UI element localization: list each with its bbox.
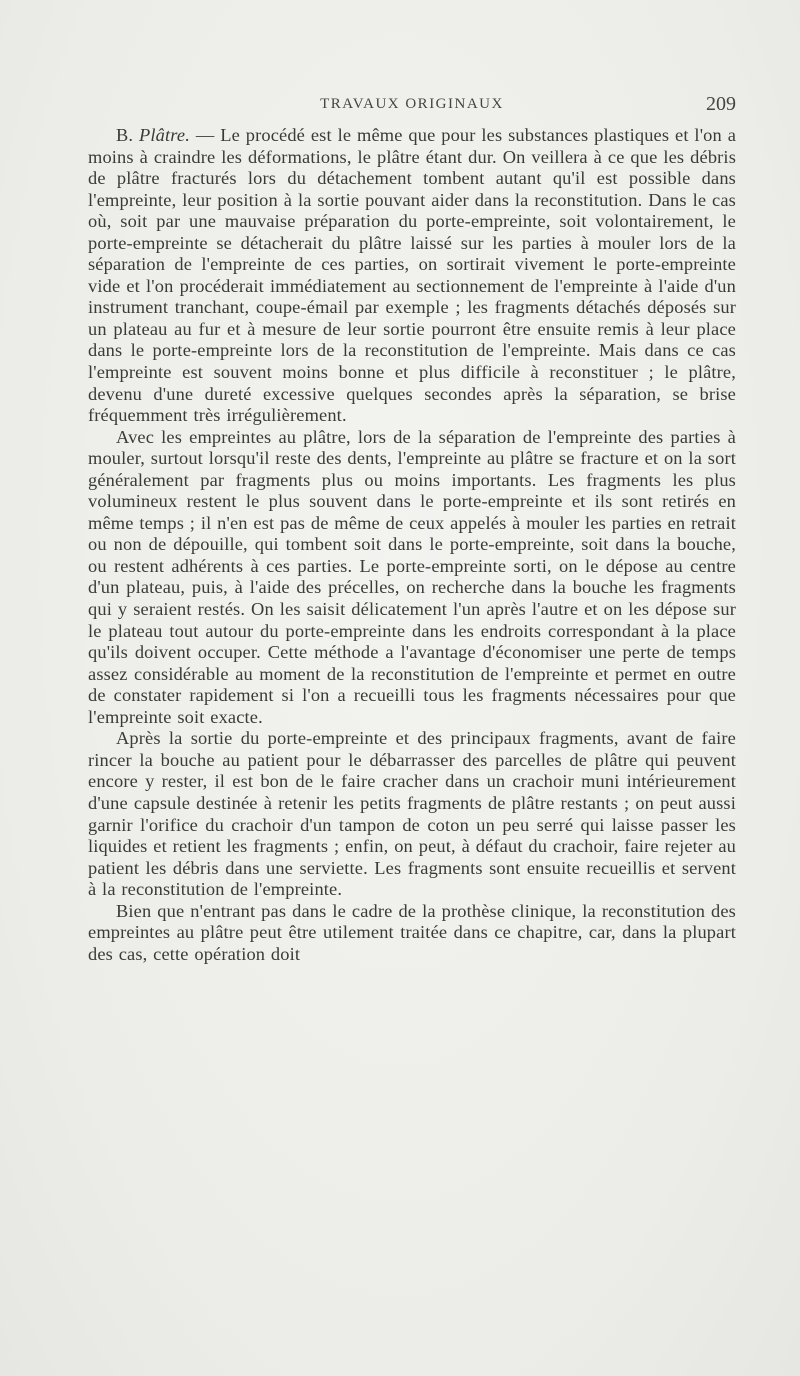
- paragraph-text: — Le procédé est le même que pour les substances plastiques et l'on a moins à craindre les déformations, le plâtre étant dur. On veillera à ce que les débris de plâtre fracturés lors du détachement tombent autant qu'il est possible dans l'empreinte, leur position à la sortie pouvant aider dans la reconstitution. Dans le cas où, soit par une mauvaise préparation du porte-empreinte, soit volontairement, le porte-empreinte se détacherait du plâtre laissé sur les parties à mouler lors de la séparation de l'empreinte de ces parties, on sortirait vivement le porte-empreinte vide et l'on procéderait immédiatement au sectionnement de l'empreinte à l'aide d'un instrument tranchant, coupe-émail par exemple ; les fragments détachés déposés sur un plateau au fur et à mesure de leur sortie pourront être ensuite remis à leur place dans le porte-empreinte lors de la reconstitution de l'empreinte. Mais dans ce cas l'empreinte est souvent moins bonne et plus difficile à reconstituer ; le plâtre, devenu d'une dureté excessive quelques secondes après la séparation, se brise fréquemment très irrégulièrement.: [88, 125, 737, 426]
- paragraph-reconstitution: Bien que n'entrant pas dans le cadre de la prothèse clinique, la reconstitution des empreintes au plâtre peut être utilement traitée dans ce chapitre, car, dans la plupart des cas, cette opération doit: [88, 900, 736, 964]
- body-text: [88, 125, 736, 965]
- paragraph-platre: [88, 125, 736, 427]
- running-head: TRAVAUX ORIGINAUX: [320, 96, 504, 112]
- paragraph-empreintes: Avec les empreintes au plâtre, lors de la séparation de l'empreinte des parties à mouler, surtout lorsqu'il reste des dents, l'empreinte au plâtre se fracture et on la sort généralement par fragments plus ou moins importants. Les fragments les plus volumineux restent le plus souvent dans le porte-empreinte et ils sont retirés en même temps ; il n'en est pas de même de ceux appelés à mouler les parties en retrait ou non de dépouille, qui tombent soit dans le porte-empreinte, soit dans la bouche, ou restent adhérents à ces parties. Le porte-empreinte sorti, on le dépose au centre d'un plateau, puis, à l'aide des précelles, on recherche dans la bouche les fragments qui y seraient restés. On les saisit délicatement l'un après l'autre et on les dépose sur le plateau tout autour du porte-empreinte dans les endroits correspondant à la place qu'ils doivent occuper. Cette méthode a l'avantage d'économiser une perte de temps assez considérable au moment de la reconstitution de l'empreinte et permet en outre de constater rapidement si l'on a recueilli tous les fragments nécessaires pour que l'empreinte soit exacte.: [88, 426, 736, 727]
- section-title: Plâtre.: [139, 125, 190, 145]
- paragraph-sortie: Après la sortie du porte-empreinte et des principaux fragments, avant de faire rincer la bouche au patient pour le débarrasser des parcelles de plâtre qui peuvent encore y rester, il est bon de le faire cracher dans un crachoir muni intérieurement d'une capsule destinée à retenir les petits fragments de plâtre restants ; on peut aussi garnir l'orifice du crachoir d'un tampon de coton un peu serré qui laisse passer les liquides et retient les fragments ; enfin, on peut, à défaut du crachoir, faire rejeter au patient les débris dans une serviette. Les fragments sont ensuite recueillis et servent à la reconstitution de l'empreinte.: [88, 728, 736, 900]
- page-header: [88, 93, 736, 120]
- section-label: B.: [116, 125, 134, 145]
- page-number: 209: [706, 93, 736, 115]
